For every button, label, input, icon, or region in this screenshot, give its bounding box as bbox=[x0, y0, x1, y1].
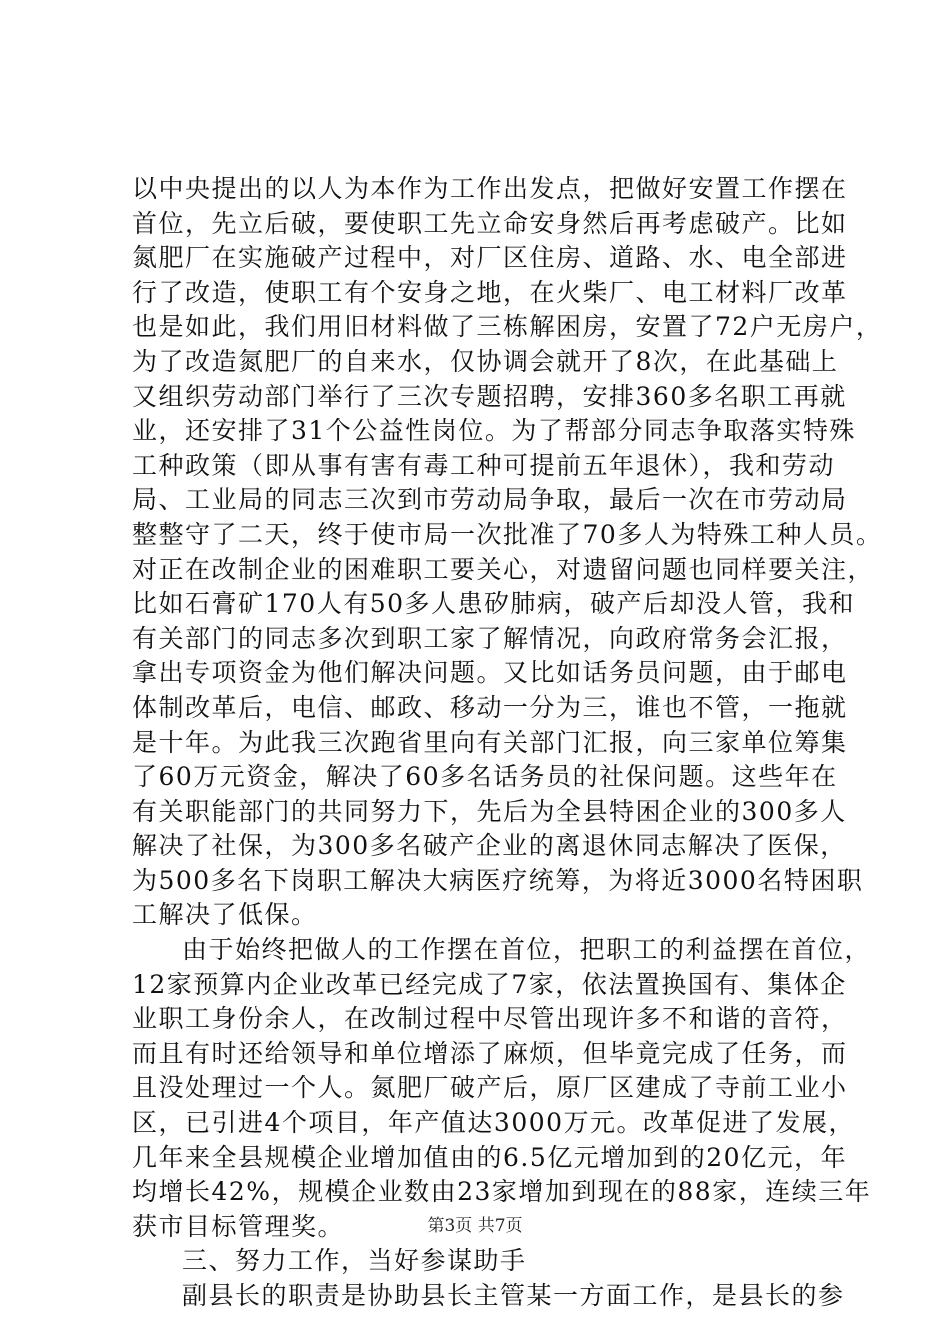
text-line: 为了改造氮肥厂的自来水，仅协调会就开了8次，在此基础上 bbox=[132, 346, 839, 376]
text-line: 获市目标管理奖。 bbox=[132, 1211, 345, 1241]
text-line: 均增长42%，规模企业数由23家增加到现在的88家，连续三年 bbox=[132, 1177, 872, 1207]
text-line: 以中央提出的以人为本作为工作出发点，把做好安置工作摆在 bbox=[132, 174, 848, 203]
text-line: 为500多名下岗职工解决大病医疗统筹，为将近3000名特困职 bbox=[132, 865, 864, 895]
text-line: 氮肥厂在实施破产过程中，对厂区住房、道路、水、电全部进 bbox=[132, 243, 848, 273]
text-line: 是十年。为此我三次跑省里向有关部门汇报，向三家单位筹集 bbox=[132, 727, 848, 757]
text-line: 局、工业局的同志三次到市劳动局争取，最后一次在市劳动局 bbox=[132, 485, 848, 515]
text-line: 而且有时还给领导和单位增添了麻烦，但毕竟完成了任务，而 bbox=[132, 1038, 848, 1068]
text-line: 有关职能部门的共同努力下，先后为全县特困企业的300多人 bbox=[132, 796, 847, 826]
text-line: 业，还安排了31个公益性岗位。为了帮部分同志争取落实特殊 bbox=[132, 416, 856, 446]
text-line: 业职工身份余人，在改制过程中尽管出现许多不和谐的音符， bbox=[132, 1004, 848, 1034]
text-line: 12家预算内企业改革已经完成了7家，依法置换国有、集体企 bbox=[132, 969, 847, 999]
text-line: 比如石膏矿170人有50多人患矽肺病，破产后却没人管，我和 bbox=[132, 589, 856, 619]
text-line: 体制改革后，电信、邮政、移动一分为三，谁也不管，一拖就 bbox=[132, 692, 848, 722]
text-line: 且没处理过一个人。氮肥厂破产后，原厂区建成了寺前工业小 bbox=[132, 1073, 848, 1103]
text-line: 拿出专项资金为他们解决问题。又比如话务员问题，由于邮电 bbox=[132, 658, 848, 688]
document-body bbox=[132, 172, 883, 1314]
text-line: 工种政策（即从事有害有毒工种可提前五年退休），我和劳动 bbox=[132, 450, 836, 480]
text-line: 了60万元资金，解决了60多名话务员的社保问题。这些年在 bbox=[132, 762, 838, 792]
text-line: 由于始终把做人的工作摆在首位，把职工的利益摆在首位， bbox=[182, 935, 872, 965]
text-line: 首位，先立后破，要使职工先立命安身然后再考虑破产。比如 bbox=[132, 208, 848, 238]
text-line: 有关部门的同志多次到职工家了解情况，向政府常务会汇报， bbox=[132, 623, 848, 653]
text-line: 对正在改制企业的困难职工要关心，对遗留问题也同样要关注， bbox=[132, 554, 875, 584]
text-line: 几年来全县规模企业增加值由的6.5亿元增加到的20亿元，年 bbox=[132, 1142, 848, 1172]
page-footer: 第3页 共7页 bbox=[427, 1216, 523, 1236]
text-line: 解决了社保，为300多名破产企业的离退休同志解决了医保， bbox=[132, 831, 847, 861]
text-line: 三、努力工作，当好参谋助手 bbox=[182, 1246, 527, 1276]
text-line: 整整守了二天，终于使市局一次批准了70多人为特殊工种人员。 bbox=[132, 519, 883, 549]
text-line: 工解决了低保。 bbox=[132, 900, 318, 930]
text-line: 也是如此，我们用旧材料做了三栋解困房，安置了72户无房户， bbox=[132, 312, 883, 342]
text-line: 区，已引进4个项目，年产值达3000万元。改革促进了发展， bbox=[132, 1108, 856, 1138]
text-line: 又组织劳动部门举行了三次专题招聘，安排360多名职工再就 bbox=[132, 381, 847, 411]
text-line: 副县长的职责是协助县长主管某一方面工作，是县长的参 bbox=[182, 1281, 845, 1310]
text-line: 行了改造，使职工有个安身之地，在火柴厂、电工材料厂改革 bbox=[132, 277, 848, 307]
